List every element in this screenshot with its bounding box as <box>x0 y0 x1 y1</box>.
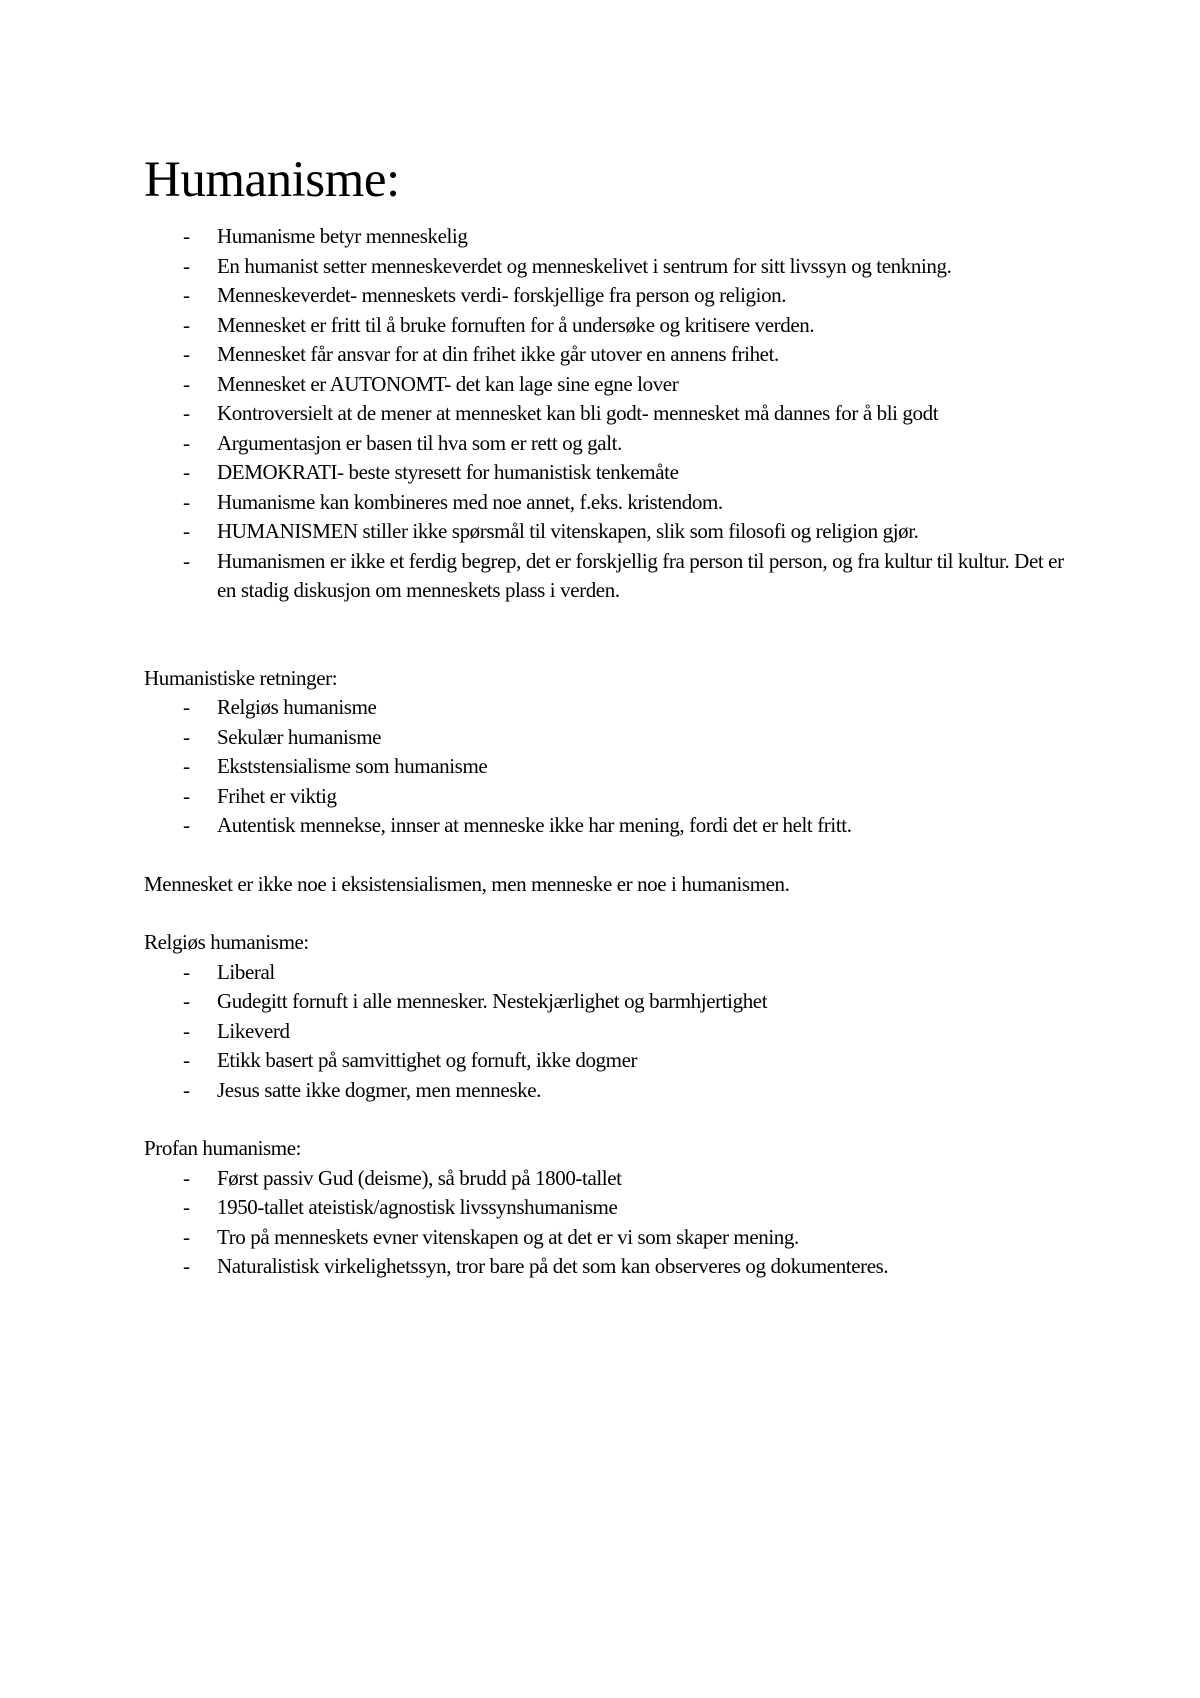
document-page <box>144 150 1064 1282</box>
list-item: - Ekststensialisme som humanisme <box>144 752 1064 782</box>
profan-heading: Profan humanisme: <box>144 1136 302 1160</box>
list-item: - Gudegitt fornuft i alle mennesker. Nestekjærlighet og barmhjertighet <box>144 987 1064 1017</box>
list-item: - Først passiv Gud (deisme), så brudd på 1800-tallet <box>144 1164 1064 1194</box>
list-item: - Argumentasjon er basen til hva som er rett og galt. <box>144 429 1064 459</box>
list-item: - Likeverd <box>144 1017 1064 1047</box>
list-item: - Humanisme kan kombineres med noe annet, f.eks. kristendom. <box>144 488 1064 518</box>
document-title: Humanisme: <box>144 152 400 208</box>
list-item: - Menneskeverdet- menneskets verdi- forskjellige fra person og religion. <box>144 281 1064 311</box>
list-item: - Liberal <box>144 958 1064 988</box>
list-item: - Naturalistisk virkelighetssyn, tror bare på det som kan observeres og dokumenteres. <box>144 1252 1064 1282</box>
statement-paragraph: Mennesket er ikke noe i eksistensialismen, men menneske er noe i humanismen. <box>144 871 790 896</box>
list-item: - Relgiøs humanisme <box>144 693 1064 723</box>
list-item: - Sekulær humanisme <box>144 723 1064 753</box>
religios-list <box>144 958 1064 1106</box>
spacer <box>144 606 1064 664</box>
list-item: - Mennesket er AUTONOMT- det kan lage sine egne lover <box>144 370 1064 400</box>
list-item: - En humanist setter menneskeverdet og menneskelivet i sentrum for sitt livssyn og tenkning. <box>144 252 1064 282</box>
profan-list <box>144 1164 1064 1282</box>
list-item: - Kontroversielt at de mener at mennesket kan bli godt- mennesket må dannes for å bli godt <box>144 399 1064 429</box>
list-item: - Humanismen er ikke et ferdig begrep, det er forskjellig fra person til person, og fra kultur til kultur. Det er en stadig diskusjon om menneskets plass i verden. <box>144 547 1064 606</box>
list-item: - DEMOKRATI- beste styresett for humanistisk tenkemåte <box>144 458 1064 488</box>
list-item: - Jesus satte ikke dogmer, men menneske. <box>144 1076 1064 1106</box>
spacer <box>144 841 1064 870</box>
list-item: - Mennesket er fritt til å bruke fornuften for å undersøke og kritisere verden. <box>144 311 1064 341</box>
list-item: - Etikk basert på samvittighet og fornuft, ikke dogmer <box>144 1046 1064 1076</box>
list-item: - HUMANISMEN stiller ikke spørsmål til vitenskapen, slik som filosofi og religion gjør. <box>144 517 1064 547</box>
list-item: - Humanisme betyr menneskelig <box>144 222 1064 252</box>
spacer <box>144 1105 1064 1134</box>
list-item: - Tro på menneskets evner vitenskapen og at det er vi som skaper mening. <box>144 1223 1064 1253</box>
list-item: - 1950-tallet ateistisk/agnostisk livssynshumanisme <box>144 1193 1064 1223</box>
religios-heading: Relgiøs humanisme: <box>144 930 309 954</box>
retninger-heading: Humanistiske retninger: <box>144 665 338 690</box>
intro-list <box>144 222 1064 606</box>
list-item: - Frihet er viktig <box>144 782 1064 812</box>
spacer <box>144 899 1064 928</box>
retninger-list <box>144 693 1064 841</box>
list-item: - Mennesket får ansvar for at din frihet ikke går utover en annens frihet. <box>144 340 1064 370</box>
list-item: - Autentisk mennekse, innser at menneske ikke har mening, fordi det er helt fritt. <box>144 811 1064 841</box>
